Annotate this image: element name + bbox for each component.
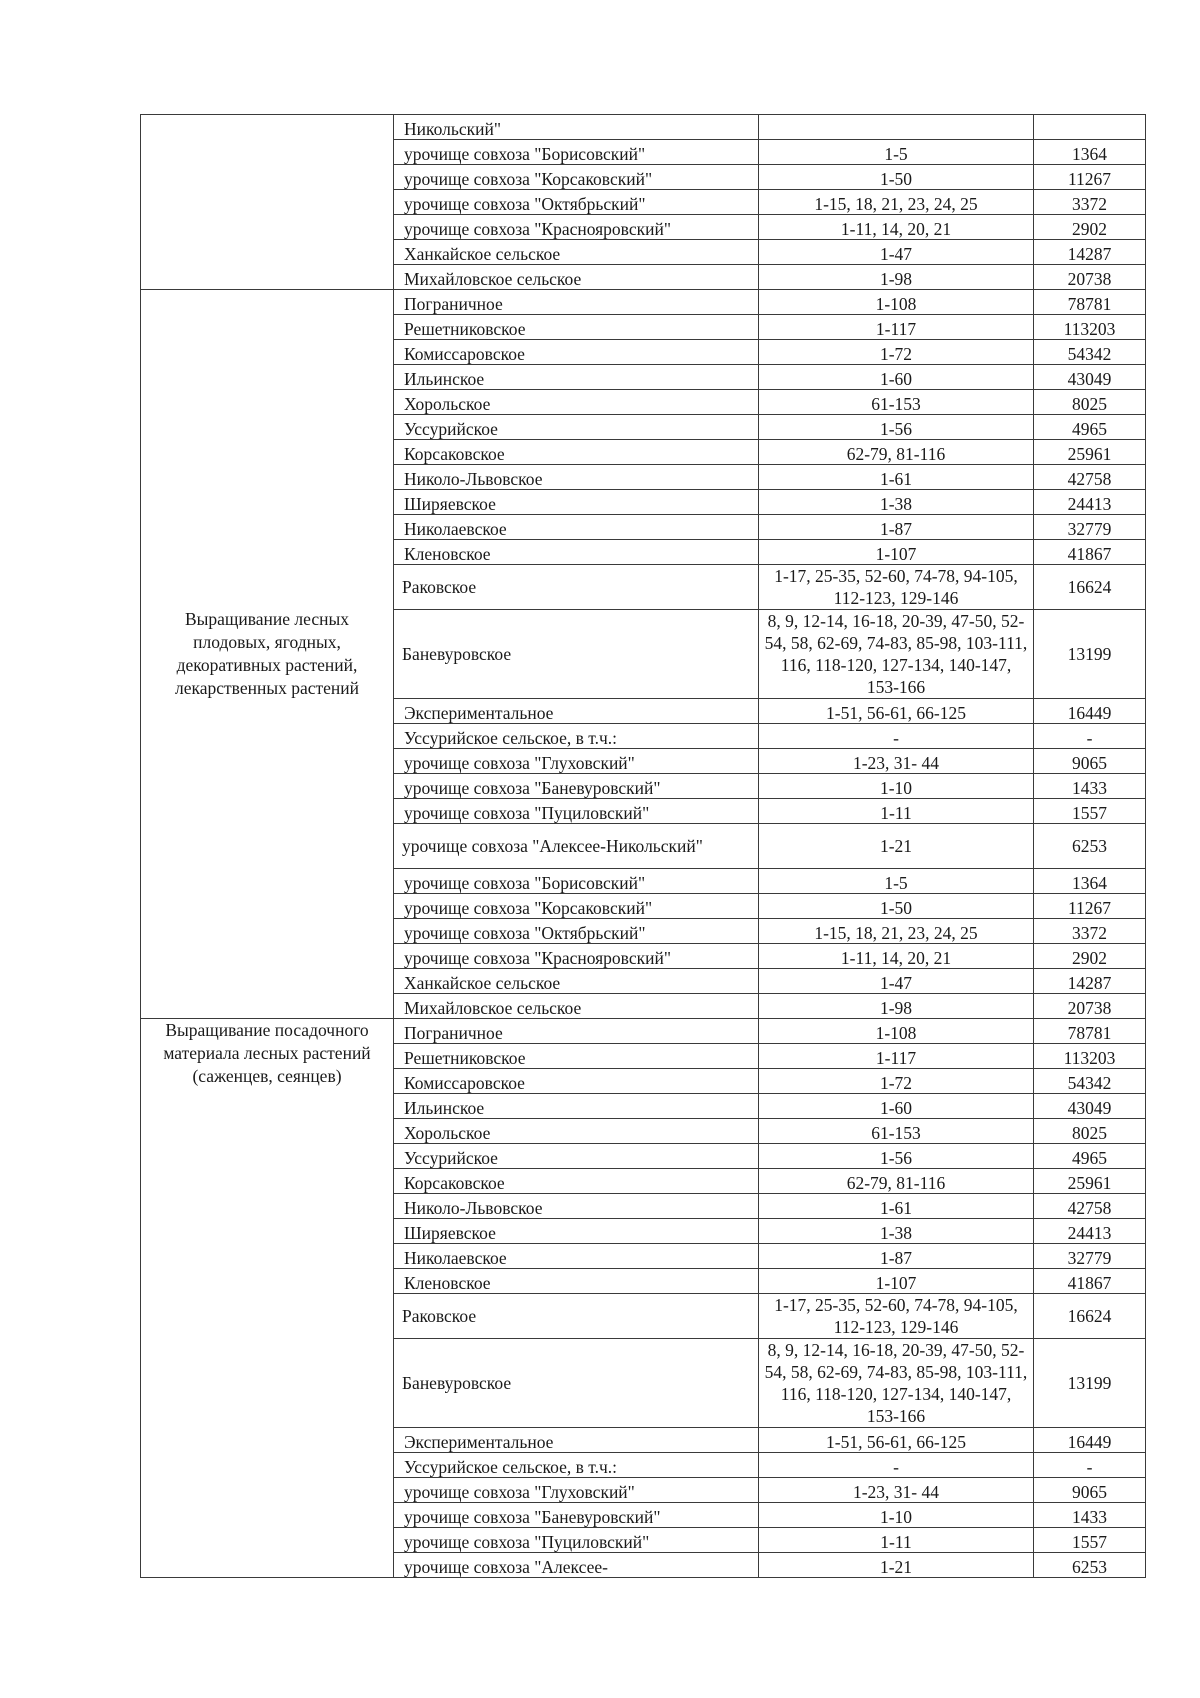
- activity-type-cell: Выращивание посадочного материала лесных растений (саженцев, сеянцев): [141, 1019, 394, 1578]
- quarter-numbers-cell: 1-38: [759, 490, 1034, 515]
- quarter-numbers-cell: 1-61: [759, 1194, 1034, 1219]
- area-hectares-cell: 25961: [1034, 1169, 1146, 1194]
- quarter-numbers-cell: -: [759, 1453, 1034, 1478]
- forestry-name-cell: урочище совхоза "Краснояровский": [394, 944, 759, 969]
- area-hectares-cell: 32779: [1034, 1244, 1146, 1269]
- area-hectares-cell: 11267: [1034, 165, 1146, 190]
- quarter-numbers-cell: 1-117: [759, 315, 1034, 340]
- area-hectares-cell: 1557: [1034, 1528, 1146, 1553]
- area-hectares-cell: 41867: [1034, 540, 1146, 565]
- area-hectares-cell: 16624: [1034, 565, 1146, 610]
- forestry-name-cell: урочище совхоза "Глуховский": [394, 749, 759, 774]
- quarter-numbers-cell: 1-51, 56-61, 66-125: [759, 699, 1034, 724]
- quarter-numbers-cell: 8, 9, 12-14, 16-18, 20-39, 47-50, 52-54, 58, 62-69, 74-83, 85-98, 103-111, 116, 118-120, 127-134, 140-147, 153-166: [759, 610, 1034, 699]
- quarter-numbers-cell: 1-72: [759, 340, 1034, 365]
- quarter-numbers-cell: 1-15, 18, 21, 23, 24, 25: [759, 190, 1034, 215]
- forestry-name-cell: Ильинское: [394, 365, 759, 390]
- forestry-name-cell: урочище совхоза "Глуховский": [394, 1478, 759, 1503]
- forestry-name-cell: Решетниковское: [394, 315, 759, 340]
- activity-type-cell: Выращивание лесных плодовых, ягодных, декоративных растений, лекарственных растений: [141, 290, 394, 1019]
- forestry-name-cell: Комиссаровское: [394, 340, 759, 365]
- area-hectares-cell: 1433: [1034, 774, 1146, 799]
- forestry-name-cell: Уссурийское: [394, 415, 759, 440]
- forestry-name-cell: урочище совхоза "Корсаковский": [394, 894, 759, 919]
- table-row: [141, 290, 1146, 315]
- quarter-numbers-cell: 1-23, 31- 44: [759, 749, 1034, 774]
- area-hectares-cell: 78781: [1034, 290, 1146, 315]
- forestry-name-cell: Решетниковское: [394, 1044, 759, 1069]
- quarter-numbers-cell: 1-21: [759, 824, 1034, 869]
- area-hectares-cell: 2902: [1034, 215, 1146, 240]
- quarter-numbers-cell: 1-50: [759, 165, 1034, 190]
- quarter-numbers-cell: 1-107: [759, 1269, 1034, 1294]
- area-hectares-cell: 9065: [1034, 1478, 1146, 1503]
- area-hectares-cell: 8025: [1034, 390, 1146, 415]
- area-hectares-cell: 14287: [1034, 240, 1146, 265]
- quarter-numbers-cell: 1-87: [759, 1244, 1034, 1269]
- quarter-numbers-cell: 61-153: [759, 1119, 1034, 1144]
- quarter-numbers-cell: 1-5: [759, 869, 1034, 894]
- quarter-numbers-cell: 1-23, 31- 44: [759, 1478, 1034, 1503]
- forestry-name-cell: урочище совхоза "Краснояровский": [394, 215, 759, 240]
- forest-use-table-body: [141, 115, 1146, 1578]
- quarter-numbers-cell: 1-51, 56-61, 66-125: [759, 1428, 1034, 1453]
- quarter-numbers-cell: 1-60: [759, 1094, 1034, 1119]
- quarter-numbers-cell: 1-17, 25-35, 52-60, 74-78, 94-105, 112-123, 129-146: [759, 1294, 1034, 1339]
- area-hectares-cell: 16449: [1034, 1428, 1146, 1453]
- area-hectares-cell: 16449: [1034, 699, 1146, 724]
- forestry-name-cell: Баневуровское: [394, 1339, 759, 1428]
- forestry-name-cell: урочище совхоза "Баневуровский": [394, 774, 759, 799]
- area-hectares-cell: 54342: [1034, 1069, 1146, 1094]
- forestry-name-cell: Николаевское: [394, 515, 759, 540]
- area-hectares-cell: 32779: [1034, 515, 1146, 540]
- area-hectares-cell: 20738: [1034, 994, 1146, 1019]
- area-hectares-cell: 4965: [1034, 415, 1146, 440]
- forestry-name-cell: Баневуровское: [394, 610, 759, 699]
- forestry-name-cell: Николо-Львовское: [394, 1194, 759, 1219]
- area-hectares-cell: 4965: [1034, 1144, 1146, 1169]
- quarter-numbers-cell: 61-153: [759, 390, 1034, 415]
- area-hectares-cell: 6253: [1034, 1553, 1146, 1578]
- area-hectares-cell: 11267: [1034, 894, 1146, 919]
- forestry-name-cell: урочище совхоза "Борисовский": [394, 869, 759, 894]
- quarter-numbers-cell: 1-50: [759, 894, 1034, 919]
- area-hectares-cell: 1364: [1034, 869, 1146, 894]
- quarter-numbers-cell: 1-15, 18, 21, 23, 24, 25: [759, 919, 1034, 944]
- forestry-name-cell: Михайловское сельское: [394, 265, 759, 290]
- forest-use-table: [140, 114, 1146, 1578]
- forestry-name-cell: урочище совхоза "Баневуровский": [394, 1503, 759, 1528]
- forestry-name-cell: Корсаковское: [394, 440, 759, 465]
- area-hectares-cell: 41867: [1034, 1269, 1146, 1294]
- quarter-numbers-cell: 1-56: [759, 415, 1034, 440]
- quarter-numbers-cell: 1-5: [759, 140, 1034, 165]
- quarter-numbers-cell: 1-108: [759, 290, 1034, 315]
- forestry-name-cell: урочище совхоза "Корсаковский": [394, 165, 759, 190]
- forestry-name-cell: урочище совхоза "Пуциловский": [394, 799, 759, 824]
- quarter-numbers-cell: 1-10: [759, 774, 1034, 799]
- area-hectares-cell: 13199: [1034, 610, 1146, 699]
- quarter-numbers-cell: [759, 115, 1034, 140]
- forestry-name-cell: Уссурийское: [394, 1144, 759, 1169]
- area-hectares-cell: 1433: [1034, 1503, 1146, 1528]
- forestry-name-cell: Уссурийское сельское, в т.ч.:: [394, 1453, 759, 1478]
- forestry-name-cell: Ильинское: [394, 1094, 759, 1119]
- area-hectares-cell: 42758: [1034, 1194, 1146, 1219]
- quarter-numbers-cell: -: [759, 724, 1034, 749]
- area-hectares-cell: 14287: [1034, 969, 1146, 994]
- forestry-name-cell: Пограничное: [394, 1019, 759, 1044]
- forestry-name-cell: Кленовское: [394, 540, 759, 565]
- forestry-name-cell: Корсаковское: [394, 1169, 759, 1194]
- area-hectares-cell: 25961: [1034, 440, 1146, 465]
- area-hectares-cell: 8025: [1034, 1119, 1146, 1144]
- forestry-name-cell: Хорольское: [394, 390, 759, 415]
- quarter-numbers-cell: 1-108: [759, 1019, 1034, 1044]
- quarter-numbers-cell: 1-11: [759, 799, 1034, 824]
- forestry-name-cell: Никольский": [394, 115, 759, 140]
- forestry-name-cell: Экспериментальное: [394, 1428, 759, 1453]
- forestry-name-cell: Михайловское сельское: [394, 994, 759, 1019]
- area-hectares-cell: 20738: [1034, 265, 1146, 290]
- quarter-numbers-cell: 1-38: [759, 1219, 1034, 1244]
- quarter-numbers-cell: 1-107: [759, 540, 1034, 565]
- activity-type-cell: [141, 115, 394, 290]
- quarter-numbers-cell: 1-61: [759, 465, 1034, 490]
- forestry-name-cell: Уссурийское сельское, в т.ч.:: [394, 724, 759, 749]
- forestry-name-cell: Ширяевское: [394, 1219, 759, 1244]
- area-hectares-cell: 24413: [1034, 1219, 1146, 1244]
- quarter-numbers-cell: 1-117: [759, 1044, 1034, 1069]
- area-hectares-cell: 3372: [1034, 190, 1146, 215]
- quarter-numbers-cell: 1-11, 14, 20, 21: [759, 944, 1034, 969]
- quarter-numbers-cell: 1-56: [759, 1144, 1034, 1169]
- area-hectares-cell: 9065: [1034, 749, 1146, 774]
- forestry-name-cell: Раковское: [394, 565, 759, 610]
- forestry-name-cell: урочище совхоза "Октябрьский": [394, 919, 759, 944]
- quarter-numbers-cell: 1-60: [759, 365, 1034, 390]
- quarter-numbers-cell: 8, 9, 12-14, 16-18, 20-39, 47-50, 52-54, 58, 62-69, 74-83, 85-98, 103-111, 116, 118-120, 127-134, 140-147, 153-166: [759, 1339, 1034, 1428]
- quarter-numbers-cell: 1-21: [759, 1553, 1034, 1578]
- area-hectares-cell: 13199: [1034, 1339, 1146, 1428]
- forestry-name-cell: Кленовское: [394, 1269, 759, 1294]
- quarter-numbers-cell: 62-79, 81-116: [759, 1169, 1034, 1194]
- forestry-name-cell: Ширяевское: [394, 490, 759, 515]
- area-hectares-cell: 24413: [1034, 490, 1146, 515]
- area-hectares-cell: 2902: [1034, 944, 1146, 969]
- quarter-numbers-cell: 1-10: [759, 1503, 1034, 1528]
- area-hectares-cell: 3372: [1034, 919, 1146, 944]
- forestry-name-cell: Раковское: [394, 1294, 759, 1339]
- quarter-numbers-cell: 1-11, 14, 20, 21: [759, 215, 1034, 240]
- forestry-name-cell: Комиссаровское: [394, 1069, 759, 1094]
- area-hectares-cell: 6253: [1034, 824, 1146, 869]
- quarter-numbers-cell: 1-98: [759, 994, 1034, 1019]
- area-hectares-cell: 43049: [1034, 1094, 1146, 1119]
- quarter-numbers-cell: 1-72: [759, 1069, 1034, 1094]
- quarter-numbers-cell: 1-98: [759, 265, 1034, 290]
- forestry-name-cell: урочище совхоза "Борисовский": [394, 140, 759, 165]
- forestry-name-cell: урочище совхоза "Пуциловский": [394, 1528, 759, 1553]
- forestry-name-cell: Николаевское: [394, 1244, 759, 1269]
- area-hectares-cell: -: [1034, 1453, 1146, 1478]
- forestry-name-cell: Ханкайское сельское: [394, 240, 759, 265]
- area-hectares-cell: 1557: [1034, 799, 1146, 824]
- area-hectares-cell: 113203: [1034, 1044, 1146, 1069]
- forestry-name-cell: Ханкайское сельское: [394, 969, 759, 994]
- forestry-name-cell: урочище совхоза "Алексее-: [394, 1553, 759, 1578]
- forestry-name-cell: урочище совхоза "Октябрьский": [394, 190, 759, 215]
- area-hectares-cell: 1364: [1034, 140, 1146, 165]
- area-hectares-cell: [1034, 115, 1146, 140]
- area-hectares-cell: -: [1034, 724, 1146, 749]
- area-hectares-cell: 78781: [1034, 1019, 1146, 1044]
- forestry-name-cell: урочище совхоза "Алексее-Никольский": [394, 824, 759, 869]
- area-hectares-cell: 43049: [1034, 365, 1146, 390]
- quarter-numbers-cell: 1-47: [759, 240, 1034, 265]
- table-row: [141, 115, 1146, 140]
- table-row: [141, 1019, 1146, 1044]
- quarter-numbers-cell: 62-79, 81-116: [759, 440, 1034, 465]
- quarter-numbers-cell: 1-17, 25-35, 52-60, 74-78, 94-105, 112-123, 129-146: [759, 565, 1034, 610]
- quarter-numbers-cell: 1-11: [759, 1528, 1034, 1553]
- area-hectares-cell: 113203: [1034, 315, 1146, 340]
- forestry-name-cell: Хорольское: [394, 1119, 759, 1144]
- forestry-name-cell: Пограничное: [394, 290, 759, 315]
- area-hectares-cell: 42758: [1034, 465, 1146, 490]
- quarter-numbers-cell: 1-47: [759, 969, 1034, 994]
- area-hectares-cell: 54342: [1034, 340, 1146, 365]
- forestry-name-cell: Экспериментальное: [394, 699, 759, 724]
- quarter-numbers-cell: 1-87: [759, 515, 1034, 540]
- forestry-name-cell: Николо-Львовское: [394, 465, 759, 490]
- area-hectares-cell: 16624: [1034, 1294, 1146, 1339]
